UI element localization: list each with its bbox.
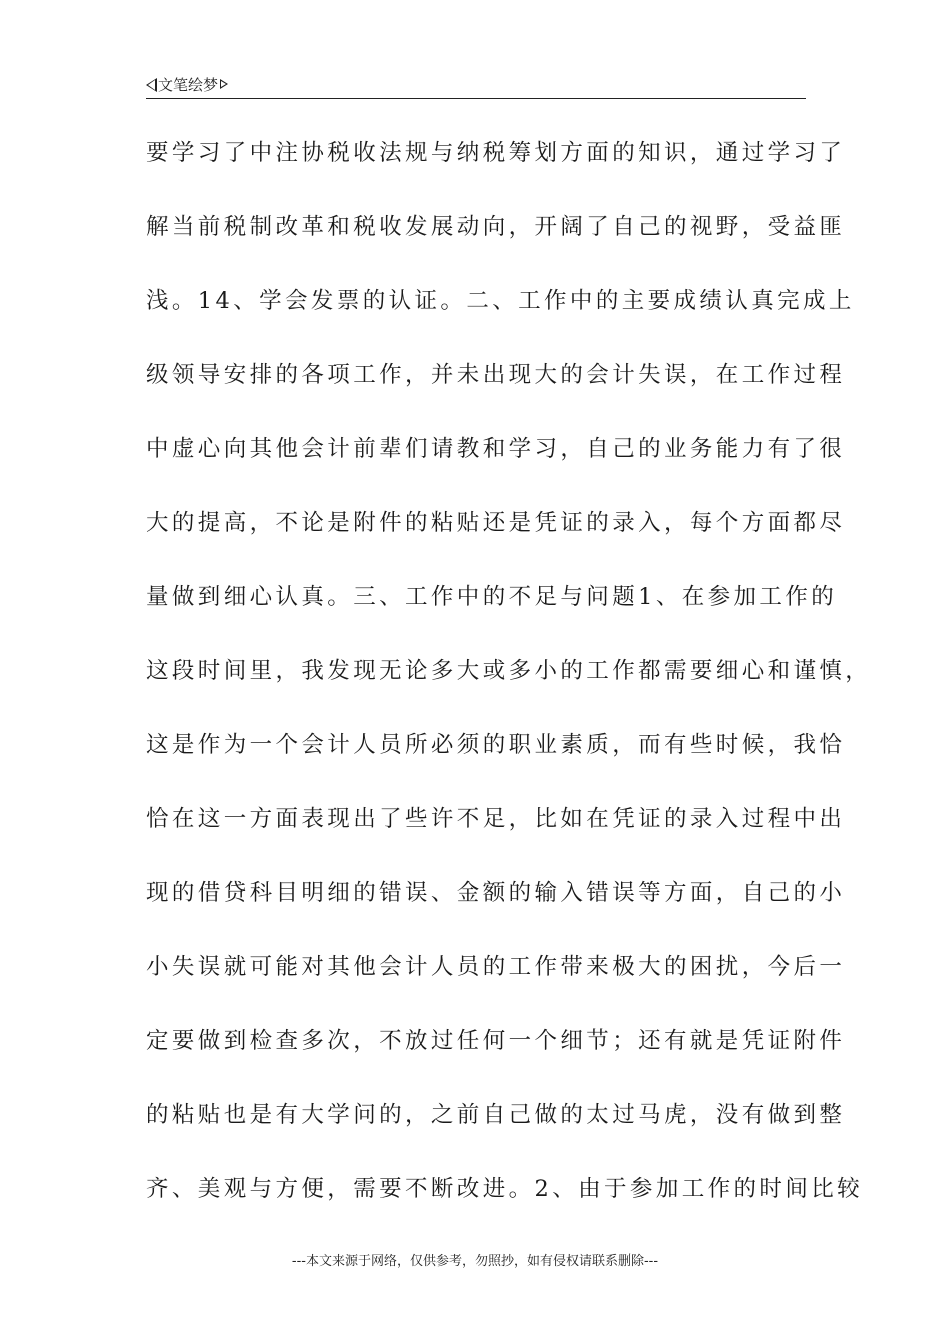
body-line: 齐、美观与方便，需要不断改进。2、由于参加工作的时间比较 [146,1176,864,1202]
body-line: 这段时间里，我发现无论多大或多小的工作都需要细心和谨慎， [146,658,872,684]
body-line: 恰在这一方面表现出了些许不足，比如在凭证的录入过程中出 [146,806,846,832]
body-line: 的粘贴也是有大学问的，之前自己做的太过马虎，没有做到整 [146,1102,846,1128]
body-line: 小失误就可能对其他会计人员的工作带来极大的困扰，今后一 [146,954,846,980]
body-line: 这是作为一个会计人员所必须的职业素质，而有些时候，我恰 [146,732,846,758]
header-title-group [146,74,228,95]
header-title: 文笔绘梦 [158,76,219,94]
body-line: 要学习了中注协税收法规与纳税筹划方面的知识，通过学习了 [146,140,846,166]
body-line: 大的提高，不论是附件的粘贴还是凭证的录入，每个方面都尽 [146,510,846,536]
body-line: 解当前税制改革和税收发展动向，开阔了自己的视野，受益匪 [146,214,846,240]
right-triangle-icon [220,79,228,89]
body-line: 定要做到检查多次，不放过任何一个细节；还有就是凭证附件 [146,1028,846,1054]
page-header [146,70,806,99]
body-line: 中虚心向其他会计前辈们请教和学习，自己的业务能力有了很 [146,436,846,462]
body-line: 浅。14、学会发票的认证。二、工作中的主要成绩认真完成上 [146,288,855,314]
document-body [146,133,872,1243]
page-footer-disclaimer: ---本文来源于网络，仅供参考，勿照抄，如有侵权请联系删除--- [291,1254,659,1269]
body-line: 量做到细心认真。三、工作中的不足与问题1、在参加工作的 [146,584,838,610]
left-triangle-icon [146,78,157,92]
body-line: 级领导安排的各项工作，并未出现大的会计失误，在工作过程 [146,362,846,388]
body-line: 现的借贷科目明细的错误、金额的输入错误等方面，自己的小 [146,880,846,906]
